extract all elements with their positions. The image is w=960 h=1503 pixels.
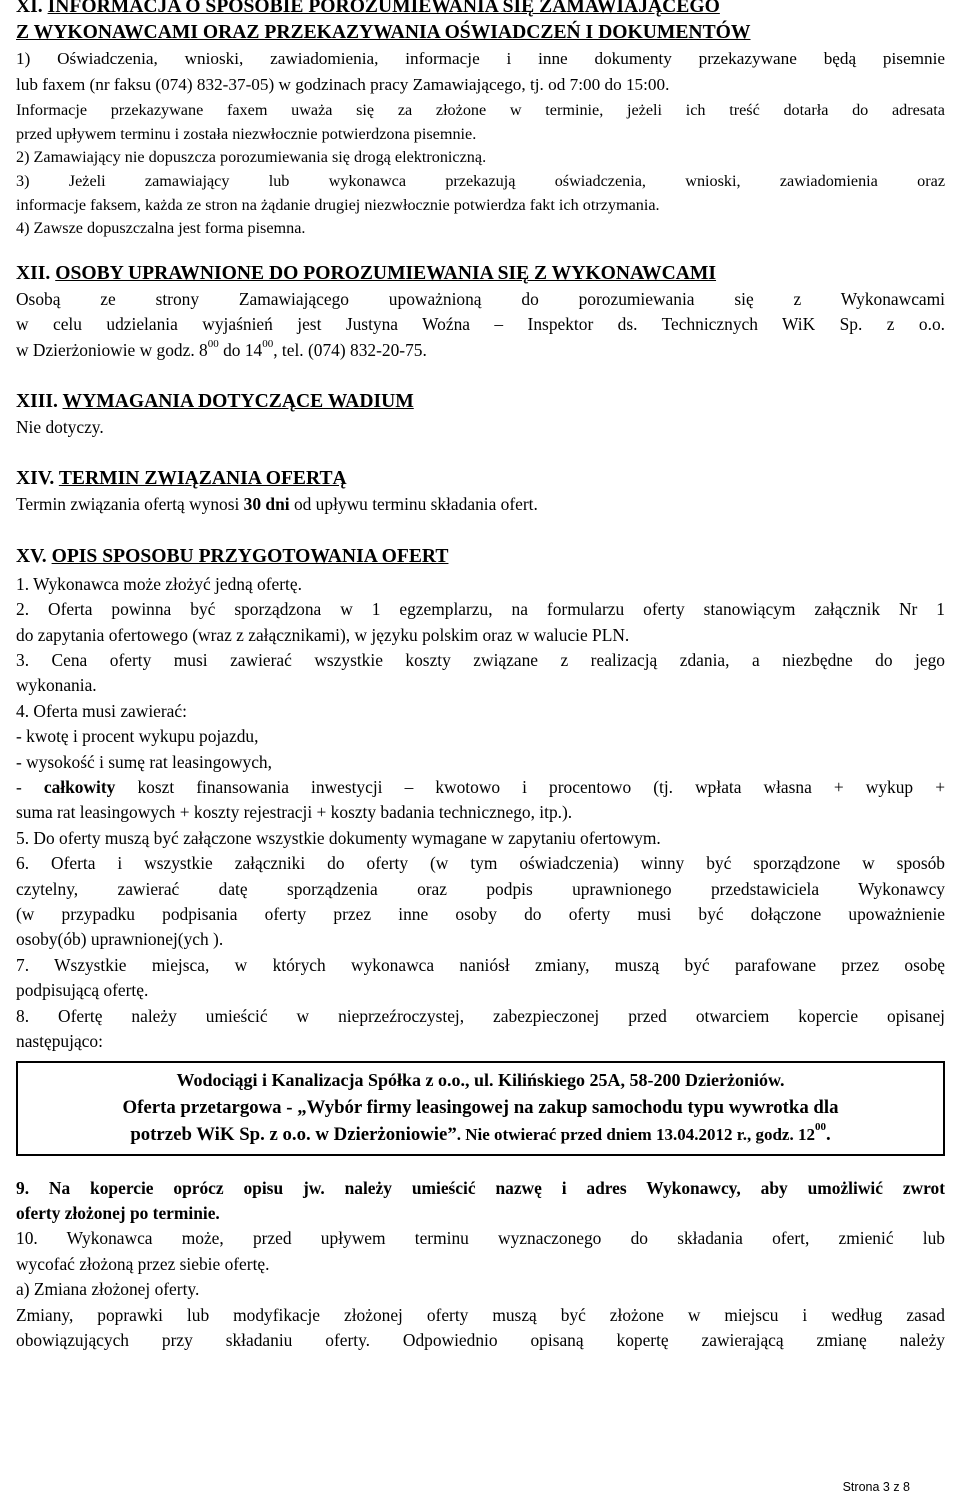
- section-title: TERMIN ZWIĄZANIA OFERTĄ: [58, 468, 347, 490]
- section-title: OPIS SPOSOBU PRZYGOTOWANIA OFERT: [51, 545, 449, 567]
- list-item: 2. Oferta powinna być sporządzona w 1 egzemplarzu, na formularzu oferty stanowiącym załącznik Nr 1: [16, 599, 945, 620]
- text-line: do zapytania ofertowego (wraz z załącznikami), w języku polskim oraz w walucie PLN.: [16, 624, 630, 645]
- text-run: , tel. (074) 832-20-75.: [273, 339, 427, 360]
- section-number: XI.: [16, 0, 43, 17]
- page-number: Strona 3 z 8: [842, 1480, 910, 1494]
- text-line: Osobą ze strony Zamawiającego upoważnioną do porozumiewania się z Wykonawcami: [16, 288, 945, 309]
- section-xv-heading: [16, 544, 945, 570]
- superscript: 00: [207, 337, 219, 350]
- section-xiii-heading: [16, 389, 945, 415]
- text-line: czytelny, zawierać datę sporządzenia oraz podpis uprawnionego przedstawiciela Wykonawcy: [16, 878, 945, 899]
- section-title: WYMAGANIA DOTYCZĄCE WADIUM: [62, 390, 414, 412]
- text-line: lub faxem (nr faksu (074) 832-37-05) w godzinach pracy Zamawiającego, tj. od 7:00 do 15:00.: [16, 74, 670, 94]
- list-item: 7. Wszystkie miejsca, w których wykonawca naniósł zmiany, muszą być parafowane przez osobę: [16, 954, 945, 975]
- text-line: podpisującą ofertę.: [16, 980, 149, 1001]
- text-line: suma rat leasingowych + koszty rejestracji + koszty badania technicznego, itp.).: [16, 802, 573, 823]
- envelope-title: Oferta przetargowa - „Wybór firmy leasingowej na zakup samochodu typu wywrotka dla: [122, 1096, 839, 1118]
- list-item: 3. Cena oferty musi zawierać wszystkie koszty związane z realizacją zdania, a niezbędne do jego: [16, 650, 945, 670]
- paragraph: [16, 492, 945, 517]
- paragraph: Nie dotyczy.: [16, 416, 104, 437]
- text-line: Informacje przekazywane faxem uważa się za złożone w terminie, jeżeli ich treść dotarła do adresata: [16, 101, 945, 120]
- paragraph: [16, 99, 945, 241]
- envelope-label-box: [16, 1061, 945, 1156]
- list-item: 4. Oferta musi zawierać:: [16, 700, 187, 721]
- text-line: informacje faksem, każda ze stron na żądanie drugiej niezwłocznie potwierdza fakt ich otrzymania.: [16, 195, 660, 214]
- text-run: . Nie otwierać przed dniem 13.04.2012 r., godz. 12: [456, 1124, 815, 1144]
- paragraph: [16, 46, 945, 97]
- sub-item: - wysokość i sumę rat leasingowych,: [16, 751, 272, 772]
- text-line: 1) Oświadczenia, wnioski, zawiadomienia, informacje i inne dokumenty przekazywane będą pisemnie: [16, 49, 945, 68]
- text-run: koszt finansowania inwestycji – kwotowo i procentowo (tj. wpłata własna + wykup +: [115, 777, 946, 798]
- text-line: następująco:: [16, 1031, 103, 1052]
- text-line: (w przypadku podpisania oferty przez inne osoby do oferty musi być dołączone upoważnienie: [16, 904, 945, 925]
- list-item: 5. Do oferty muszą być załączone wszystkie dokumenty wymagane w zapytaniu ofertowym.: [16, 827, 661, 848]
- section-xi-heading: [16, 0, 945, 46]
- text-line: w celu udzielania wyjaśnień jest Justyna Woźna – Inspektor ds. Technicznych WiK Sp. z o.o.: [16, 314, 945, 335]
- envelope-address: Wodociągi i Kanalizacja Spółka z o.o., ul. Kilińskiego 25A, 58-200 Dzierżoniów.: [176, 1069, 785, 1090]
- list-continued: [16, 1176, 945, 1354]
- text-line: obowiązujących przy składaniu oferty. Odpowiednio opisaną kopertę zawierającą zmianę należy: [16, 1329, 945, 1350]
- section-title: INFORMACJA O SPOSOBIE POROZUMIEWANIA SIĘ ZAMAWIAJĄCEGO: [47, 0, 720, 17]
- section-xii-heading: [16, 261, 945, 287]
- sub-item: - kwotę i procent wykupu pojazdu,: [16, 726, 259, 747]
- text-line: 3) Jeżeli zamawiający lub wykonawca przekazują oświadczenia, wnioski, zawiadomienia oraz: [16, 171, 945, 190]
- envelope-note: [26, 1121, 935, 1148]
- superscript: 00: [262, 337, 274, 350]
- list-item: 1. Wykonawca może złożyć jedną ofertę.: [16, 573, 302, 594]
- text-line: wykonania.: [16, 675, 97, 696]
- text-run-bold: 30 dni: [243, 494, 290, 515]
- text-run: od upływu terminu składania ofert.: [289, 494, 538, 515]
- section-title: OSOBY UPRAWNIONE DO POROZUMIEWANIA SIĘ Z WYKONAWCAMI: [55, 262, 717, 284]
- list: [16, 572, 945, 1055]
- list-item: 8. Ofertę należy umieścić w nieprzeźroczystej, zabezpieczonej przed otwarciem kopercie opisanej: [16, 1005, 945, 1026]
- section-number: XII.: [16, 262, 51, 284]
- text-run: Termin związania ofertą wynosi: [16, 494, 244, 515]
- list-item: 10. Wykonawca może, przed upływem terminu wyznaczonego do składania ofert, zmienić lub: [16, 1228, 945, 1249]
- section-number: XIII.: [16, 390, 58, 412]
- superscript: 00: [814, 1121, 826, 1134]
- text-line: 2) Zamawiający nie dopuszcza porozumiewania się drogą elektroniczną.: [16, 148, 487, 167]
- text-line: Zmiany, poprawki lub modyfikacje złożonej oferty muszą być złożone w miejscu i według zasad: [16, 1304, 945, 1325]
- text-run: -: [16, 777, 44, 798]
- text-run: do 14: [218, 339, 263, 360]
- document-page: [16, 0, 945, 1353]
- sub-item: [16, 775, 945, 800]
- text-line: [16, 338, 945, 363]
- text-run: .: [825, 1123, 831, 1145]
- paragraph: [16, 287, 945, 363]
- section-number: XIV.: [16, 468, 55, 490]
- text-run: w Dzierżoniowie w godz. 8: [16, 339, 208, 360]
- text-line: wycofać złożoną przez siebie ofertę.: [16, 1253, 270, 1274]
- text-line: 4) Zawsze dopuszczalna jest forma pisemna.: [16, 219, 306, 238]
- section-title-line2: Z WYKONAWCAMI ORAZ PRZEKAZYWANIA OŚWIADCZEŃ I DOKUMENTÓW: [16, 22, 751, 43]
- text-line: osoby(ób) uprawnionej(ych ).: [16, 929, 224, 950]
- list-item: 6. Oferta i wszystkie załączniki do oferty (w tym oświadczenia) winny być sporządzone w sposób: [16, 853, 945, 874]
- text-run: potrzeb WiK Sp. z o.o. w Dzierżoniowie”: [130, 1123, 457, 1145]
- section-number: XV.: [16, 545, 47, 567]
- text-run-bold: całkowity: [43, 777, 116, 798]
- section-xiv-heading: [16, 466, 945, 492]
- list-item: 9. Na kopercie oprócz opisu jw. należy umieścić nazwę i adres Wykonawcy, aby umożliwić zwrot: [16, 1177, 945, 1198]
- text-line: przed upływem terminu i została niezwłocznie potwierdzona pisemnie.: [16, 124, 477, 143]
- sub-item: a) Zmiana złożonej oferty.: [16, 1279, 200, 1300]
- text-line: oferty złożonej po terminie.: [16, 1202, 220, 1223]
